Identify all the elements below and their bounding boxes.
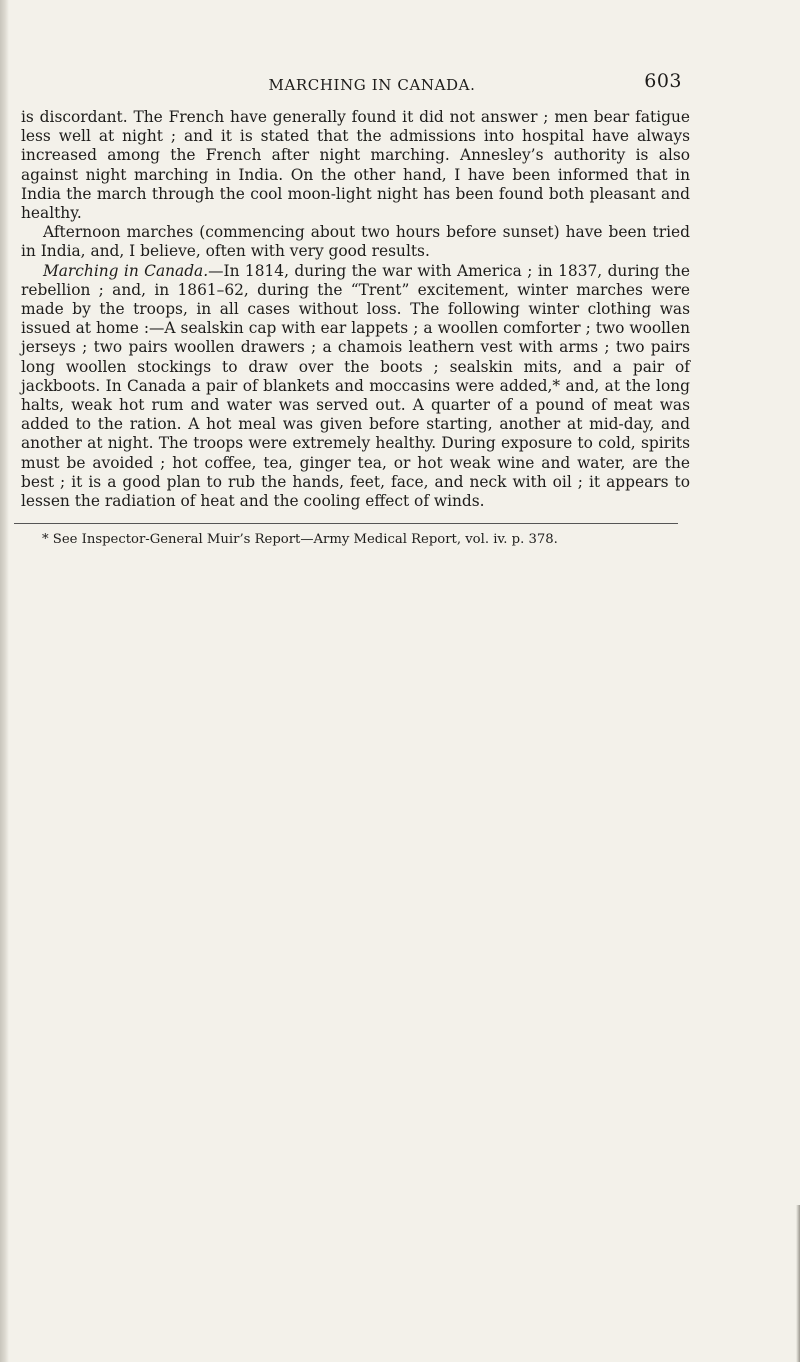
page-header (14, 70, 690, 98)
book-spine-shadow (0, 0, 9, 1362)
page-number: 603 (644, 70, 682, 92)
paragraph-afternoon-marches: Afternoon marches (commencing about two hours before sunset) have been tried in India, and, I believe, often with very good results. (21, 223, 690, 261)
section-heading: Marching in Canada. (43, 261, 209, 280)
running-title: MARCHING IN CANADA. (268, 76, 476, 94)
body-text (14, 108, 690, 511)
book-page (14, 70, 690, 548)
section-body: —In 1814, during the war with America ; in 1837, during the rebellion ; and, in 1861–62, during the “Trent” excitement, winter marches were made by the troops, in all cases without loss. The following winter clothing was issued at home :—A sealskin cap with ear lappets ; a woollen comforter ; two woollen jerseys ; two pairs woollen drawers ; a chamois leathern vest with arms ; two pairs long woollen stockings to draw over the boots ; sealskin mits, and a pair of jackboots. In Canada a pair of blankets and moccasins were added,* and, at the long halts, weak hot rum and water was served out. A quarter of a pound of meat was added to the ration. A hot meal was given before starting, another at mid-day, and another at night. The troops were extremely healthy. During exposure to cold, spirits must be avoided ; hot coffee, tea, ginger tea, or hot weak wine and water, are the best ; it is a good plan to rub the hands, feet, face, and neck with oil ; it appears to lessen the radiation of heat and the cooling effect of winds. (21, 261, 691, 511)
footnote: * See Inspector-General Muir’s Report—Army Medical Report, vol. iv. p. 378. (42, 532, 558, 548)
footnote-divider (14, 523, 678, 524)
paragraph-marching-in-canada (21, 262, 690, 512)
page-edge-shadow (796, 1205, 800, 1362)
paragraph-night-marching: is discordant. The French have generally found it did not answer ; men bear fatigue less well at night ; and it is stated that the admissions into hospital have always increased among the French after night marching. Annesley’s authority is also against night marching in India. On the other hand, I have been informed that in India the march through the cool moon-light night has been found both pleasant and healthy. (21, 108, 690, 223)
